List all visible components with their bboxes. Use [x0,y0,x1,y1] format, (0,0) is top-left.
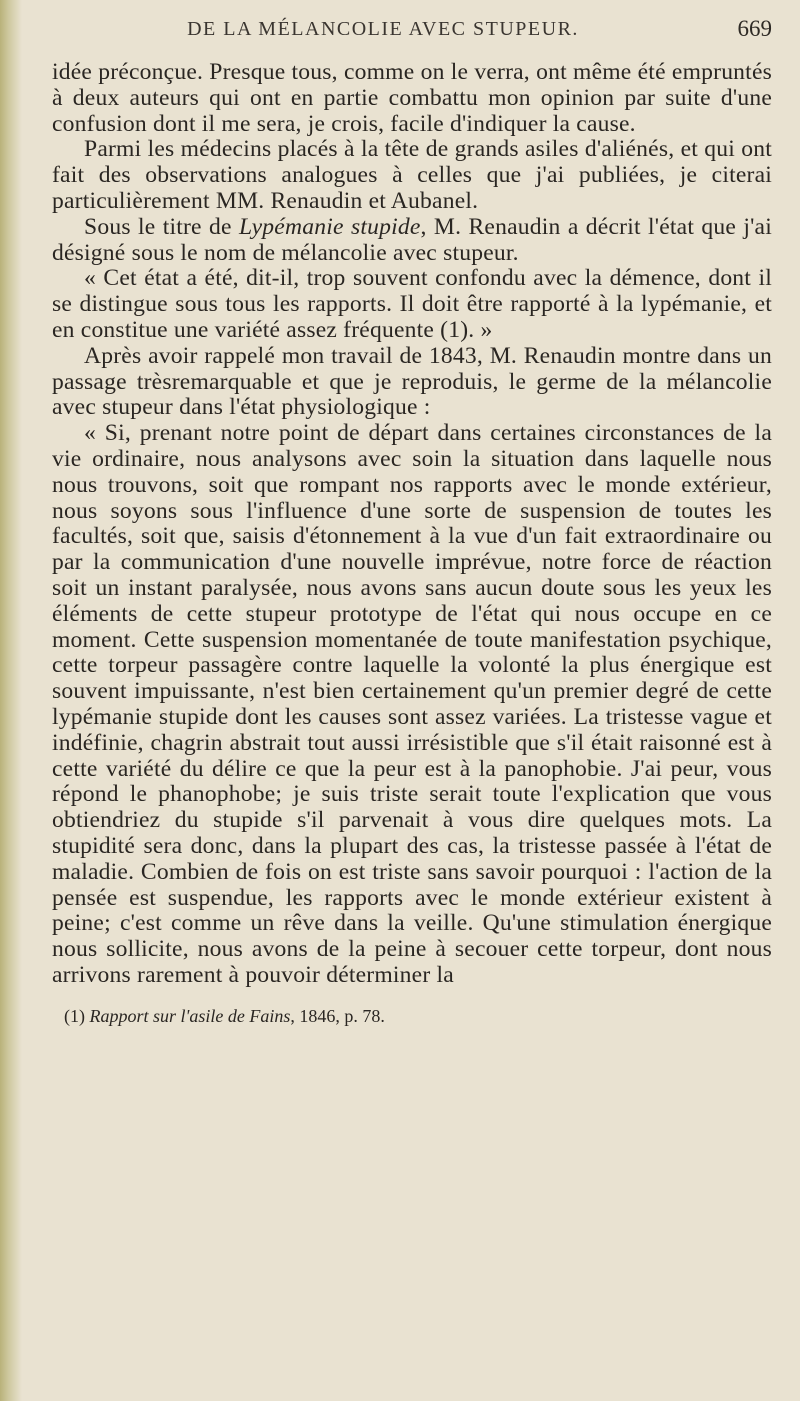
footnote-title: Rapport sur l'asile de Fains [89,1005,291,1026]
paragraph-3-rest: , M. Renaudin a décrit l'état que j'ai désigné sous le nom de mélancolie avec stupeur. [52,213,772,266]
running-head [52,18,772,60]
footnote-marker: (1) [64,1005,85,1026]
paragraph-4-quote: « Cet état a été, dit-il, trop souvent confondu avec la démence, dont il se distingue sous tous les rapports. Il doit être rapporté à la lypémanie, et en constitue une variété assez fréquente (1). » [52,265,772,343]
paragraph-5: Après avoir rappelé mon travail de 1843, M. Renaudin montre dans un passage trèsremarquable et que je reproduis, le germe de la mélancolie avec stupeur dans l'état physiologique : [52,342,772,421]
footnote-rest: , 1846, p. 78. [290,1005,385,1026]
body-text [52,60,772,989]
page-number: 669 [737,16,772,41]
running-title: DE LA MÉLANCOLIE AVEC STUPEUR. [187,18,579,40]
italic-title: Lypémanie stupide [239,213,421,240]
paragraph-3-lead: Sous le titre de [84,213,240,240]
paragraph-1: idée préconçue. Presque tous, comme on le verra, ont même été empruntés à deux auteurs qui ont en partie combattu mon opinion par suite d'une confusion dont il me sera, je crois, facile d'indiquer la cause. [52,59,772,137]
book-page [52,18,772,1027]
paragraph-3 [52,215,772,267]
paragraph-6-quote: « Si, prenant notre point de départ dans certaines circonstances de la vie ordinaire, nous analysons avec soin la situation dans laquelle nous nous trouvons, soit que rompant nos rapports avec le monde extérieur, nous soyons sous l'influence d'une sorte de suspension de toutes les facultés, soit que, saisis d'étonnement à la vue d'un fait extraordinaire ou par la communication d'une nouvelle imprévue, notre force de réaction soit un instant paralysée, nous avons sans aucun doute sous les yeux les éléments de cette stupeur prototype de l'état qui nous occupe en ce moment. Cette suspension momentanée de toute manifestation psychique, cette torpeur passagère contre laquelle la volonté la plus énergique est souvent impuissante, n'est bien certainement qu'un premier degré de cette lypémanie stupide dont les causes sont assez variées. La tristesse vague et indéfinie, chagrin abstrait tout aussi irrésistible que s'il était raisonné est à cette variété du délire ce que la peur est à la panophobie. J'ai peur, vous répond le phanophobe; je suis triste serait toute l'explication que vous obtiendriez du stupide s'il parvenait à vous dire quelques mots. La stupidité sera donc, dans la plupart des cas, la tristesse passée à l'état de maladie. Combien de fois on est triste sans savoir pourquoi : l'action de la pensée est suspendue, les rapports avec le monde extérieur existent à peine; c'est comme un rêve dans la veille. Qu'une stimulation énergique nous sollicite, nous avons de la peine à secouer cette torpeur, dont nous arrivons rarement à pouvoir déterminer la [52,420,772,988]
footnote [64,1005,772,1027]
paragraph-2: Parmi les médecins placés à la tête de grands asiles d'aliénés, et qui ont fait des observations analogues à celles que j'ai publiées, je citerai particulièrement MM. Renaudin et Aubanel. [52,136,772,214]
page-binding-edge [0,0,22,1401]
